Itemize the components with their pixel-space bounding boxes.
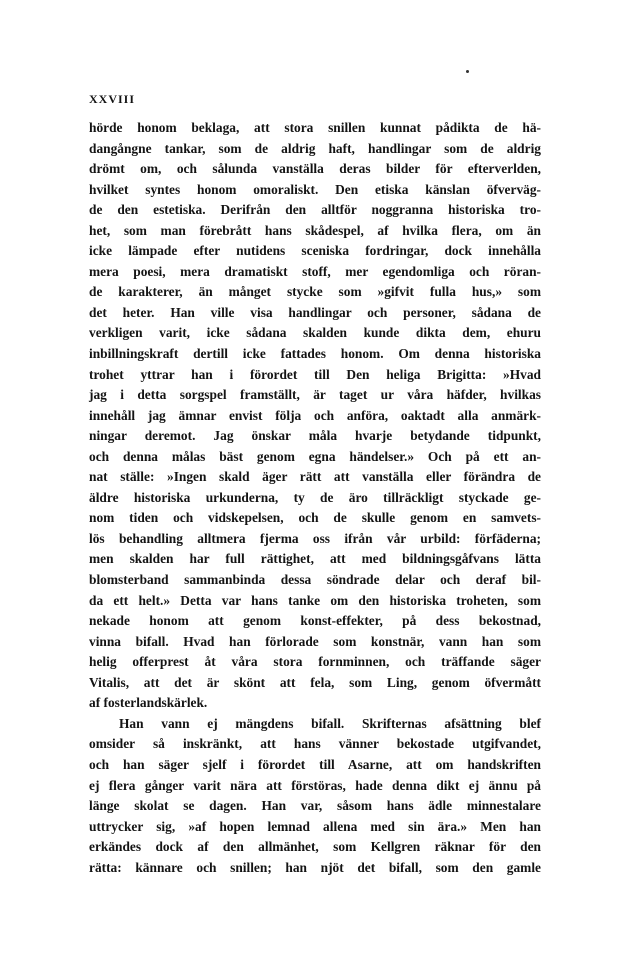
text-line: uttrycker sig, »af hopen lemnad allena med sin ära.» Men han <box>89 818 541 834</box>
text-line: het, som man förebrått hans skådespel, af hvilka flera, om än <box>89 222 541 238</box>
text-line: mera poesi, mera dramatiskt stoff, mer egendomliga och röran- <box>89 263 541 279</box>
stray-ink-mark <box>466 70 469 73</box>
text-line: ej flera gånger varit nära att förstöras, hade denna dikt ej ännu på <box>89 777 541 793</box>
text-line: helig offerprest åt våra stora fornminnen, och träffande säger <box>89 654 541 670</box>
text-line: drömt om, och sålunda vanställa deras bilder för efterverlden, <box>89 161 541 177</box>
text-line: de den estetiska. Derifrån den alltför noggranna historiska tro- <box>89 202 541 218</box>
text-line: da ett helt.» Detta var hans tanke om den historiska troheten, som <box>89 592 541 608</box>
text-line: hvilket syntes honom omoraliskt. Den etiska känslan öfverväg- <box>89 181 541 197</box>
text-line: inbillningskraft dertill icke fattades honom. Om denna historiska <box>89 346 541 362</box>
text-line: verkligen varit, icke sådana skalden kunde dikta dem, ehuru <box>89 325 541 341</box>
text-line: men skalden har full rättighet, att med bildningsgåfvans lätta <box>89 551 541 567</box>
text-line: de karakterer, än månget stycke som »gifvit fulla hus,» som <box>89 284 541 300</box>
text-line: nom tiden och vidskepelsen, och de skulle genom en samvets- <box>89 510 541 526</box>
text-line: äldre historiska urkunderna, ty de äro tillräckligt styckade ge- <box>89 489 541 505</box>
text-line: Vitalis, att det är skönt att fela, som Ling, genom öfvermått <box>89 674 541 690</box>
text-line: dangångne tankar, som de aldrig haft, handlingar som de aldrig <box>89 140 541 156</box>
text-line: lös behandling alltmera fjerma oss ifrån vår urbild: förfäderna; <box>89 530 541 546</box>
paragraph <box>89 118 541 714</box>
text-line: rätta: kännare och snillen; han njöt det bifall, som den gamle <box>89 859 541 875</box>
text-line: vinna bifall. Hvad han förlorade som konstnär, vann han som <box>89 633 541 649</box>
text-line: det heter. Han ville visa handlingar och personer, sådana de <box>89 304 541 320</box>
page-number: XXVIII <box>89 92 136 106</box>
text-line: jag i detta sorgspel framställt, är taget ur våra häfder, hvilkas <box>89 387 541 403</box>
text-line: trohet yttrar han i förordet till Den heliga Brigitta: »Hvad <box>89 366 541 382</box>
text-line: länge skolat se dagen. Han var, såsom hans ädle minnestalare <box>89 798 541 814</box>
text-line: ningar deremot. Jag önskar måla hvarje betydande tidpunkt, <box>89 428 541 444</box>
text-line: icke lämpade efter nutidens sceniska fordringar, dock innehålla <box>89 243 541 259</box>
text-line: omsider så inskränkt, att hans vänner bekostade utgifvandet, <box>89 736 541 752</box>
text-line: nat ställe: »Ingen skald äger rätt att vanställa eller förändra de <box>89 469 541 485</box>
text-line: erkändes dock af den allmänhet, som Kellgren räknar för den <box>89 839 541 855</box>
text-line: hörde honom beklaga, att stora snillen kunnat pådikta de hä- <box>89 120 541 135</box>
text-line: Han vann ej mängdens bifall. Skrifternas afsättning blef <box>119 715 541 731</box>
text-line: och denna målas bäst genom egna händelser.» Och på ett an- <box>89 448 541 464</box>
body-text <box>89 118 541 878</box>
text-line: och han säger sjelf i förordet till Asarne, att om handskriften <box>89 756 541 772</box>
text-line: blomsterband sammanbinda dessa söndrade delar och deraf bil- <box>89 572 541 588</box>
text-line: af fosterlandskärlek. <box>89 695 208 711</box>
text-line: innehåll jag ämnar envist följa och anföra, oaktadt alla anmärk- <box>89 407 541 423</box>
text-line: nekade honom att genom konst-effekter, på dess bekostnad, <box>89 613 541 629</box>
paragraph <box>89 714 541 878</box>
